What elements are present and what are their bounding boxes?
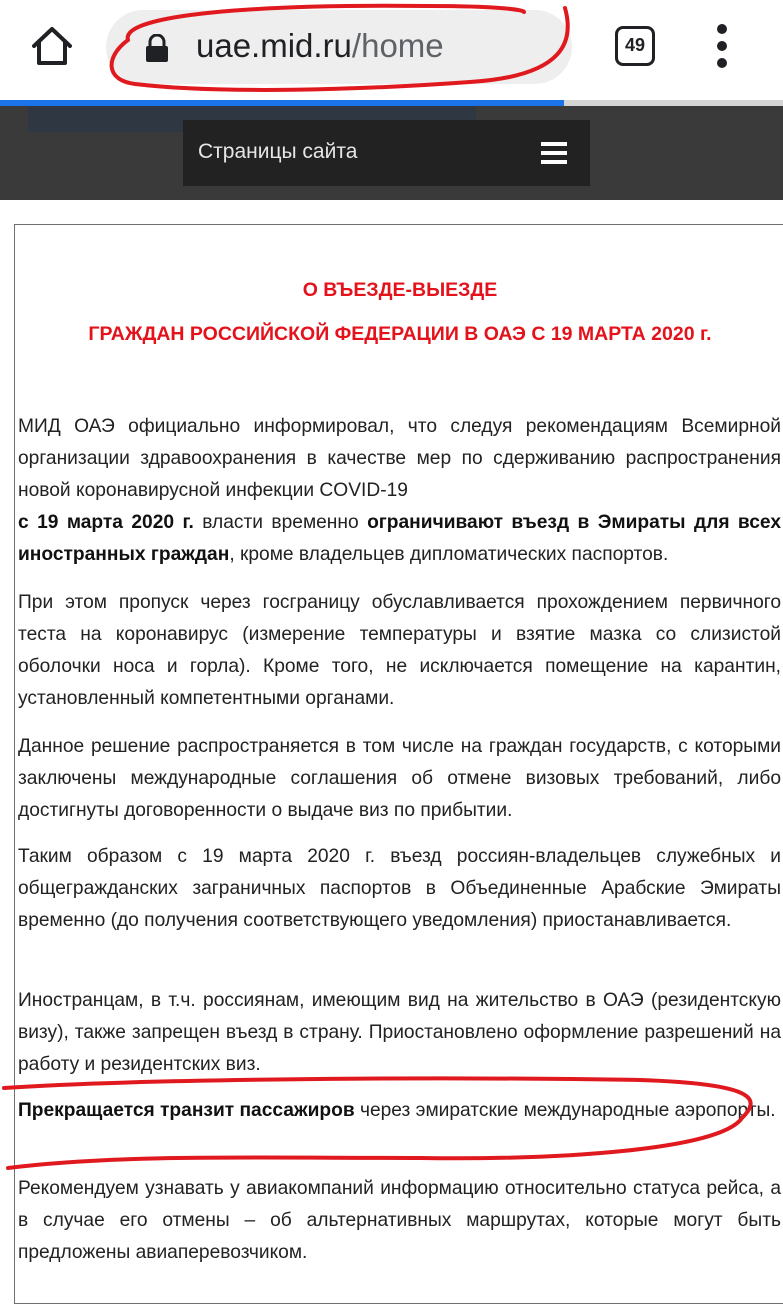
paragraph-1-date: с 19 марта 2020 г. — [18, 512, 194, 533]
paragraph-6-bold: Прекращается транзит пассажиров — [18, 1100, 355, 1121]
lock-icon — [144, 34, 170, 62]
paragraph-4: Таким образом с 19 марта 2020 г. въезд россиян-владельцев служебных и общегражданских заграничных паспортов в Объединенные Арабские Эмираты временно (до получения соответствующего уведомления) приостанавливается. — [18, 846, 781, 931]
browser-toolbar — [0, 0, 783, 100]
paragraph-6-rest: через эмиратские международные аэропорты. — [354, 1100, 776, 1121]
paragraph-7: Рекомендуем узнавать у авиакомпаний информацию относительно статуса рейса, а в случае его отмены – об альтернативных маршрутах, которые могут быть предложены авиаперевозчиком. — [18, 1178, 781, 1263]
paragraph-1 — [18, 411, 781, 571]
paragraph-5: Иностранцам, в т.ч. россиянам, имеющим вид на жительство в ОАЭ (резидентскую визу), также запрещен въезд в страну. Приостановлено оформление разрешений на работу и резидентских виз. — [18, 990, 781, 1075]
paragraph-3: Данное решение распространяется в том числе на граждан государств, с которыми заключены международные соглашения об отмене визовых требований, либо достигнуты договоренности о выдаче виз по прибытии. — [18, 736, 781, 821]
article-heading-line1: О ВЪЕЗДЕ-ВЫЕЗДЕ — [302, 279, 498, 301]
hamburger-icon — [541, 142, 567, 164]
url-host: uae.mid.ru — [196, 27, 352, 64]
site-menu-label: Страницы сайта — [198, 140, 358, 163]
home-icon[interactable] — [28, 22, 76, 70]
url-text — [196, 24, 444, 68]
tab-switcher-button[interactable] — [615, 26, 655, 66]
address-bar[interactable] — [106, 10, 572, 84]
site-header — [0, 106, 783, 200]
paragraph-1-restriction: ограничивают въезд в Эмираты для всех иностранных граждан — [18, 512, 781, 565]
paragraph-6-transit — [18, 1095, 781, 1127]
site-pages-menu-button[interactable] — [183, 120, 590, 186]
paragraph-1-text2: власти временно — [193, 512, 368, 533]
paragraph-1-text3: , кроме владельцев дипломатических паспортов. — [229, 544, 669, 565]
paragraph-2: При этом пропуск через госграницу обуславливается прохождением первичного теста на коронавирус (измерение температуры и взятие мазка со слизистой оболочки носа и горла). Кроме того, не исключается помещение на карантин, установленный компетентными органами. — [18, 592, 781, 709]
article-content — [14, 224, 783, 1304]
paragraph-1-text: МИД ОАЭ официально информировал, что следуя рекомендациям Всемирной организации здравоохранения в качестве мер по сдерживанию распространения новой коронавирусной инфекции COVID-19 — [18, 416, 781, 501]
url-path: /home — [351, 27, 444, 64]
article-heading-line2: ГРАЖДАН РОССИЙСКОЙ ФЕДЕРАЦИИ В ОАЭ С 19 МАРТА 2020 г. — [88, 323, 712, 345]
more-options-icon[interactable] — [712, 24, 732, 68]
tab-count: 49 — [624, 35, 646, 55]
